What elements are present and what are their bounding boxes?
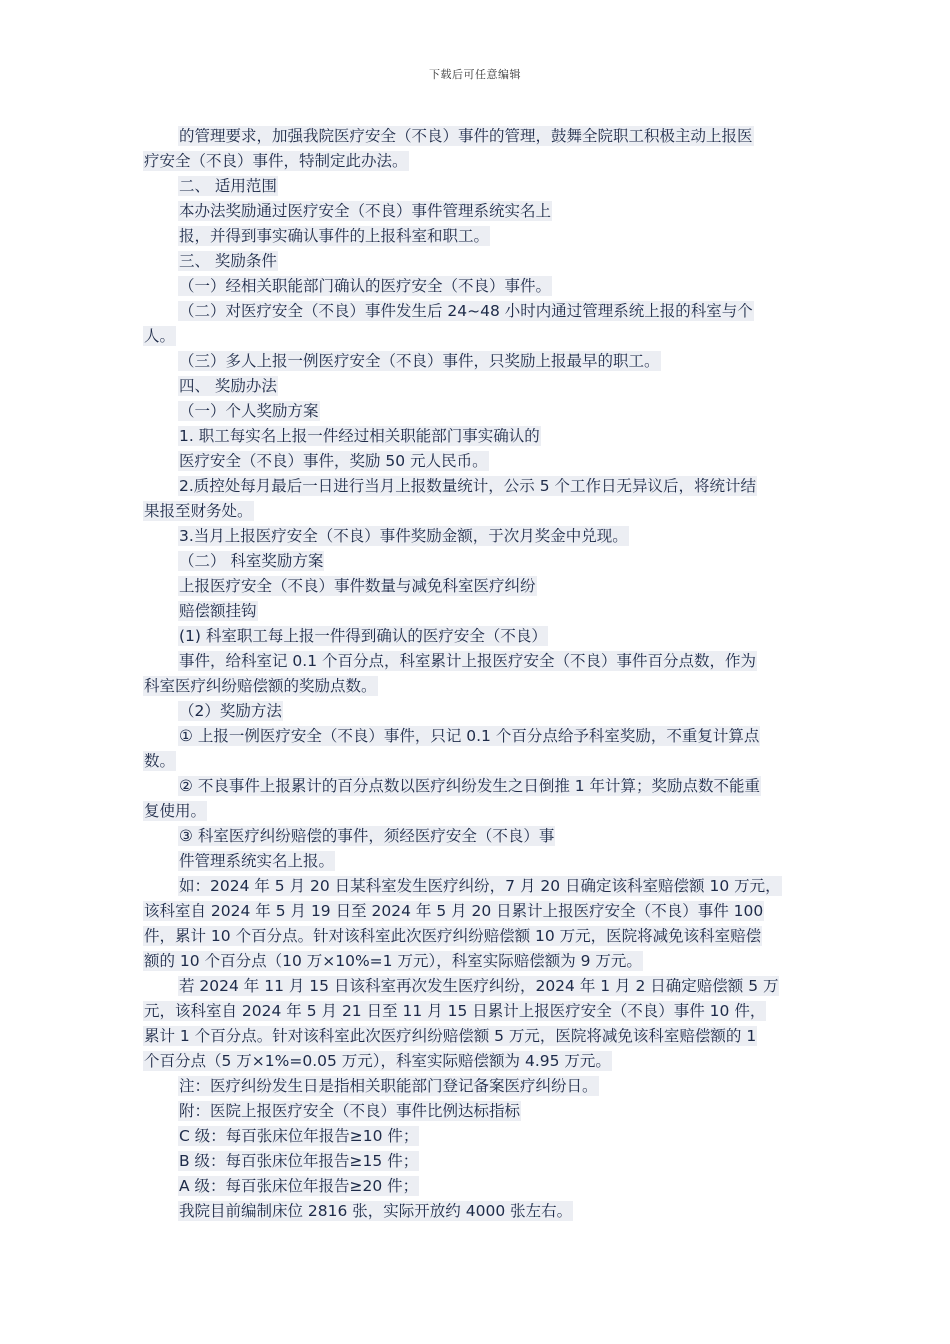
line-text: 事件，给科室记 0.1 个百分点，科室累计上报医疗安全（不良）事件百分点数，作为 [179,652,757,670]
line-text: 数。 [144,752,176,770]
text-line [143,174,805,199]
line-text: （2）奖励方法 [179,702,282,720]
line-text: （一）经相关职能部门确认的医疗安全（不良）事件。 [179,277,552,295]
text-line [143,1124,805,1149]
text-line [143,374,805,399]
text-line [143,249,805,274]
line-text: 疗安全（不良）事件，特制定此办法。 [144,152,408,170]
text-line [143,274,805,299]
text-line [143,1049,805,1074]
line-text: ③ 科室医疗纠纷赔偿的事件，须经医疗安全（不良）事 [179,827,555,845]
line-text: （二） 科室奖励方案 [179,552,324,570]
line-text: 报，并得到事实确认事件的上报科室和职工。 [179,227,490,245]
text-line [143,1099,805,1124]
text-line [143,449,805,474]
text-line [143,974,805,999]
text-line [143,224,805,249]
text-line [143,799,805,824]
line-text: A 级：每百张床位年报告≥20 件； [179,1177,419,1195]
text-line [143,849,805,874]
text-line [143,199,805,224]
line-text: ② 不良事件上报累计的百分点数以医疗纠纷发生之日倒推 1 年计算；奖励点数不能重 [179,777,761,795]
line-text: (1) 科室职工每上报一件得到确认的医疗安全（不良） [179,627,547,645]
text-line [143,699,805,724]
text-line [143,1024,805,1049]
line-text: C 级：每百张床位年报告≥10 件； [179,1127,419,1145]
text-line [143,399,805,424]
line-text: 3.当月上报医疗安全（不良）事件奖励金额，于次月奖金中兑现。 [179,527,628,545]
text-line [143,324,805,349]
text-line [143,1149,805,1174]
text-line [143,824,805,849]
line-text: 我院目前编制床位 2816 张，实际开放约 4000 张左右。 [179,1202,573,1220]
line-text: 本办法奖励通过医疗安全（不良）事件管理系统实名上 [179,202,552,220]
line-text: 果报至财务处。 [144,502,253,520]
line-text: B 级：每百张床位年报告≥15 件； [179,1152,419,1170]
text-line [143,549,805,574]
line-text: 若 2024 年 11 月 15 日该科室再次发生医疗纠纷，2024 年 1 月 2 日确定赔偿额 5 万 [179,977,779,995]
text-line [143,874,805,899]
line-text: 额的 10 个百分点（10 万×10%=1 万元），科室实际赔偿额为 9 万元。 [144,952,642,970]
line-text: （一）个人奖励方案 [179,402,319,420]
line-text: 如：2024 年 5 月 20 日某科室发生医疗纠纷，7 月 20 日确定该科室赔偿额 10 万元， [179,877,781,895]
line-text: 附：医院上报医疗安全（不良）事件比例达标指标 [179,1102,521,1120]
text-line [143,649,805,674]
line-text: ① 上报一例医疗安全（不良）事件，只记 0.1 个百分点给予科室奖励，不重复计算点 [179,727,760,745]
line-text: 二、 适用范围 [179,177,277,195]
line-text: 个百分点（5 万×1%=0.05 万元），科室实际赔偿额为 4.95 万元。 [144,1052,611,1070]
line-text: 医疗安全（不良）事件，奖励 50 元人民币。 [179,452,488,470]
line-text: （三）多人上报一例医疗安全（不良）事件，只奖励上报最早的职工。 [179,352,660,370]
text-line [143,774,805,799]
line-text: 四、 奖励办法 [179,377,277,395]
line-text: 2.质控处每月最后一日进行当月上报数量统计，公示 5 个工作日无异议后，将统计结 [179,477,757,495]
text-line [143,149,805,174]
line-text: 赔偿额挂钩 [179,602,257,620]
text-line [143,424,805,449]
text-line [143,924,805,949]
line-text: 件，累计 10 个百分点。针对该科室此次医疗纠纷赔偿额 10 万元，医院将减免该科室赔偿 [144,927,762,945]
line-text: 科室医疗纠纷赔偿额的奖励点数。 [144,677,377,695]
line-text: 的管理要求，加强我院医疗安全（不良）事件的管理，鼓舞全院职工积极主动上报医 [179,127,753,145]
line-text: 人。 [144,327,176,345]
text-line [143,349,805,374]
text-line [143,999,805,1024]
text-line [143,899,805,924]
line-text: 1. 职工每实名上报一件经过相关职能部门事实确认的 [179,427,540,445]
text-line [143,1174,805,1199]
text-line [143,749,805,774]
text-line [143,624,805,649]
text-line [143,949,805,974]
line-text: 注：医疗纠纷发生日是指相关职能部门登记备案医疗纠纷日。 [179,1077,598,1095]
document-body [143,124,805,1224]
text-line [143,574,805,599]
text-line [143,124,805,149]
line-text: 上报医疗安全（不良）事件数量与减免科室医疗纠纷 [179,577,536,595]
line-text: （二）对医疗安全（不良）事件发生后 24~48 小时内通过管理系统上报的科室与个 [179,302,753,320]
line-text: 复使用。 [144,802,207,820]
text-line [143,724,805,749]
page-header: 下载后可任意编辑 [429,68,521,81]
text-line [143,1199,805,1224]
text-line [143,499,805,524]
text-line [143,674,805,699]
text-line [143,474,805,499]
line-text: 三、 奖励条件 [179,252,277,270]
line-text: 该科室自 2024 年 5 月 19 日至 2024 年 5 月 20 日累计上报医疗安全（不良）事件 100 [144,902,764,920]
text-line [143,1074,805,1099]
line-text: 元，该科室自 2024 年 5 月 21 日至 11 月 15 日累计上报医疗安全（不良）事件 10 件， [144,1002,766,1020]
line-text: 件管理系统实名上报。 [179,852,335,870]
line-text: 累计 1 个百分点。针对该科室此次医疗纠纷赔偿额 5 万元，医院将减免该科室赔偿额的 1 [144,1027,757,1045]
text-line [143,524,805,549]
text-line [143,599,805,624]
text-line [143,299,805,324]
